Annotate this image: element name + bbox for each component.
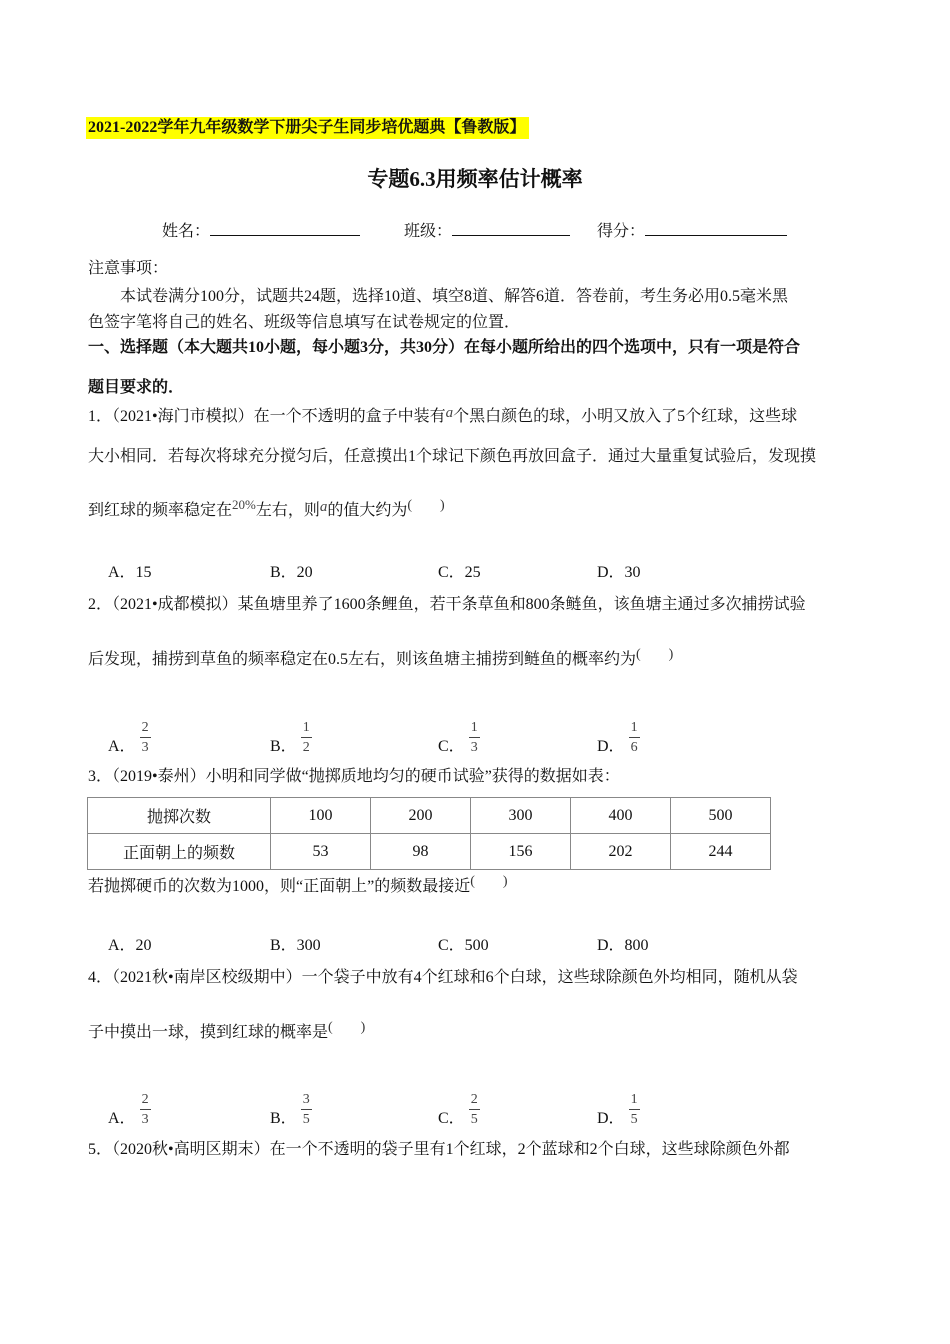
- q2-text: 后发现，捕捞到草鱼的频率稳定在0.5左右，则该鱼塘主捕捞到鲢鱼的概率约为: [88, 651, 637, 668]
- fraction-bar: [301, 1109, 312, 1110]
- fraction-denominator: 5: [470, 1112, 478, 1127]
- q3-option-d[interactable]: D．800: [597, 937, 649, 954]
- q4-line-1: 4．（2021秋•南岸区校级期中）一个袋子中放有4个红球和6个白球，这些球除颜色外均相同，随机从袋: [88, 969, 798, 986]
- name-blank[interactable]: [210, 221, 360, 236]
- q4-option-b[interactable]: [270, 1092, 312, 1137]
- table-row: [88, 798, 771, 834]
- fraction-denominator: 3: [141, 740, 149, 755]
- notes-heading: 注意事项：: [88, 260, 169, 277]
- notes-line-2: 色签字笔将自己的姓名、班级等信息填写在试卷规定的位置．: [88, 314, 521, 331]
- score-label: 得分：: [597, 223, 646, 240]
- q2-option-c[interactable]: [438, 720, 480, 765]
- q1-line-3: [88, 497, 445, 523]
- table-cell: 244: [671, 834, 771, 870]
- q2-option-c-fraction: [469, 720, 480, 755]
- table-cell: 202: [571, 834, 671, 870]
- q2-option-b-fraction: [301, 720, 312, 755]
- q2-option-d-label: D．: [597, 738, 625, 756]
- table-cell: 400: [571, 798, 671, 834]
- fraction-numerator: 3: [302, 1092, 310, 1107]
- q3-line-2: [88, 876, 508, 899]
- q4-option-c-label: C．: [438, 1110, 465, 1128]
- q1-text-c: 到红球的频率稳定在: [88, 502, 233, 519]
- table-cell: 正面朝上的频数: [88, 834, 271, 870]
- q1-text-d: 左右，则: [255, 502, 320, 519]
- q1-text-a: 1．（2021•海门市模拟）在一个不透明的盒子中装有: [88, 408, 446, 425]
- q4-answer-paren: ( ): [328, 1020, 366, 1035]
- q2-option-a-fraction: [140, 720, 151, 755]
- fraction-denominator: 3: [141, 1112, 149, 1127]
- table-cell: 53: [271, 834, 371, 870]
- q3-answer-paren: ( ): [470, 874, 508, 889]
- fraction-denominator: 3: [470, 740, 478, 755]
- fraction-bar: [301, 737, 312, 738]
- q4-option-c-fraction: [469, 1092, 480, 1127]
- q4-text: 子中摸出一球，摸到红球的概率是: [88, 1024, 329, 1041]
- q2-line-2: [88, 649, 673, 672]
- q2-option-b[interactable]: [270, 720, 312, 765]
- class-blank[interactable]: [452, 221, 570, 236]
- table-cell: 500: [671, 798, 771, 834]
- table-cell: 300: [471, 798, 571, 834]
- fraction-bar: [629, 1109, 640, 1110]
- score-blank[interactable]: [645, 221, 787, 236]
- q1-option-c[interactable]: C．25: [438, 564, 481, 581]
- q5-line-1: 5．（2020秋•高明区期末）在一个不透明的袋子里有1个红球，2个蓝球和2个白球，这些球除颜色外都: [88, 1141, 790, 1158]
- score-field[interactable]: [597, 218, 787, 241]
- q2-option-d-fraction: [629, 720, 640, 755]
- q3-option-a[interactable]: A．20: [108, 937, 152, 954]
- fraction-bar: [140, 1109, 151, 1110]
- fraction-numerator: 1: [470, 720, 478, 735]
- section-heading-line-1: 一、选择题（本大题共10小题，每小题3分，共30分）在每小题所给出的四个选项中，只有一项是符合: [88, 339, 801, 356]
- q2-answer-paren: ( ): [636, 647, 674, 662]
- q4-option-d-fraction: [629, 1092, 640, 1127]
- q4-option-b-label: B．: [270, 1110, 297, 1128]
- q2-option-a[interactable]: [108, 720, 151, 765]
- fraction-denominator: 5: [302, 1112, 310, 1127]
- fraction-numerator: 1: [302, 720, 310, 735]
- q4-option-a-label: A．: [108, 1110, 136, 1128]
- name-label: 姓名：: [162, 223, 211, 240]
- fraction-numerator: 2: [470, 1092, 478, 1107]
- q4-option-a-fraction: [140, 1092, 151, 1127]
- table-row: [88, 834, 771, 870]
- q4-option-c[interactable]: [438, 1092, 480, 1137]
- q3-line-1: 3．（2019•泰州）小明和同学做“抛掷质地均匀的硬币试验”获得的数据如表：: [88, 768, 620, 785]
- fraction-numerator: 2: [141, 1092, 149, 1107]
- q1-option-b[interactable]: B．20: [270, 564, 313, 581]
- q1-option-a[interactable]: A．15: [108, 564, 152, 581]
- q1-option-d[interactable]: D．30: [597, 564, 641, 581]
- section-heading-line-2: 题目要求的．: [88, 379, 185, 396]
- q2-option-d[interactable]: [597, 720, 640, 765]
- table-cell: 200: [371, 798, 471, 834]
- q3-option-b[interactable]: B．300: [270, 937, 321, 954]
- q4-option-b-fraction: [301, 1092, 312, 1127]
- q1-var-a: a: [445, 405, 454, 421]
- q1-line-2: 大小相同．若每次将球充分搅匀后，任意摸出1个球记下颜色再放回盒子．通过大量重复试验后，发现摸: [88, 448, 817, 465]
- q3-data-table: [87, 797, 771, 870]
- table-cell: 抛掷次数: [88, 798, 271, 834]
- table-cell: 100: [271, 798, 371, 834]
- q3-text: 若抛掷硬币的次数为1000，则“正面朝上”的频数最接近: [88, 878, 471, 895]
- q2-option-c-label: C．: [438, 738, 465, 756]
- fraction-denominator: 6: [630, 740, 638, 755]
- fraction-numerator: 1: [630, 1092, 638, 1107]
- fraction-denominator: 2: [302, 740, 310, 755]
- class-label: 班级：: [404, 223, 453, 240]
- table-cell: 98: [371, 834, 471, 870]
- page-title: 专题6.3用频率估计概率: [367, 167, 583, 191]
- notes-line-1: 本试卷满分100分，试题共24题，选择10道、填空8道、解答6道．答卷前，考生务必用0.5毫米黑: [120, 288, 789, 305]
- q2-option-a-label: A．: [108, 738, 136, 756]
- q2-option-b-label: B．: [270, 738, 297, 756]
- q1-text-e: 的值大约为: [327, 502, 408, 519]
- q3-option-c[interactable]: C．500: [438, 937, 489, 954]
- series-title: 2021-2022学年九年级数学下册尖子生同步培优题典【鲁教版】: [86, 117, 529, 139]
- q4-option-d-label: D．: [597, 1110, 625, 1128]
- table-cell: 156: [471, 834, 571, 870]
- fraction-numerator: 1: [630, 720, 638, 735]
- class-field[interactable]: [404, 218, 570, 241]
- q1-percent: 20%: [232, 497, 256, 512]
- fraction-bar: [629, 737, 640, 738]
- fraction-denominator: 5: [630, 1112, 638, 1127]
- fraction-numerator: 2: [141, 720, 149, 735]
- fraction-bar: [469, 1109, 480, 1110]
- fraction-bar: [469, 737, 480, 738]
- q4-option-d[interactable]: [597, 1092, 640, 1137]
- q1-answer-paren: ( ): [407, 498, 445, 513]
- q1-var-a-2: a: [319, 499, 328, 515]
- name-field[interactable]: [162, 218, 360, 241]
- q4-line-2: [88, 1022, 365, 1045]
- fraction-bar: [140, 737, 151, 738]
- q1-line-1: [88, 406, 797, 428]
- q1-text-b: 个黑白颜色的球，小明又放入了5个红球，这些球: [453, 408, 798, 425]
- q2-line-1: 2．（2021•成都模拟）某鱼塘里养了1600条鲤鱼，若干条草鱼和800条鲢鱼，该鱼塘主通过多次捕捞试验: [88, 596, 806, 613]
- q4-option-a[interactable]: [108, 1092, 151, 1137]
